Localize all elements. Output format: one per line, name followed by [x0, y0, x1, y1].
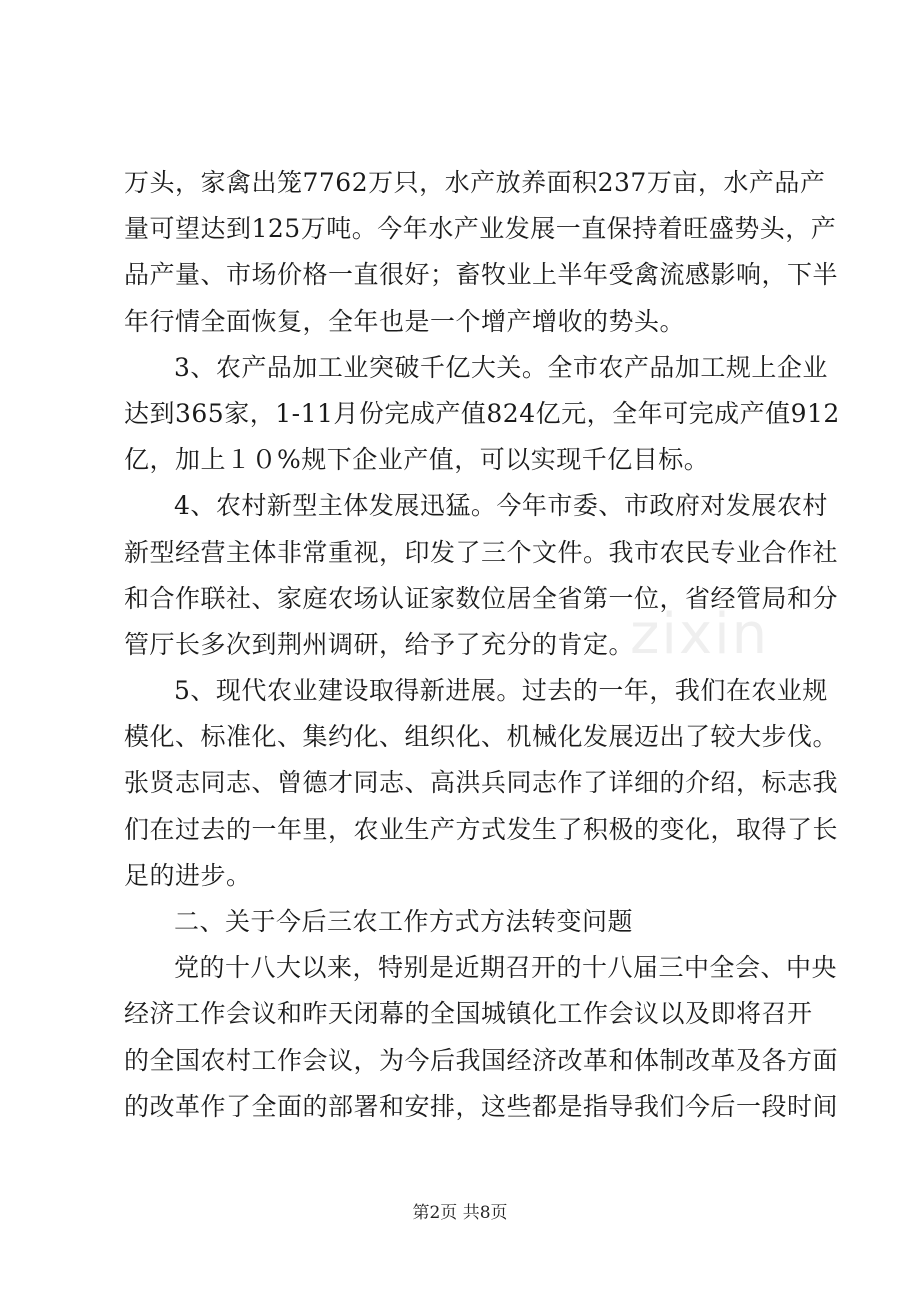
text-line: 们在过去的一年里，农业生产方式发生了积极的变化，取得了长 — [124, 814, 839, 844]
text-line: 年行情全面恢复，全年也是一个增产增收的势头。 — [124, 306, 686, 336]
text-line: 3、农产品加工业突破千亿大关。全市农产品加工规上企业 — [174, 352, 828, 382]
text-line: 足的进步。 — [124, 860, 252, 890]
text-line: 和合作联社、家庭农场认证家数位居全省第一位，省经管局和分 — [124, 583, 839, 613]
text-line: 达到365家，1-11月份完成产值824亿元，全年可完成产值912 — [124, 398, 840, 428]
text-line: 4、农村新型主体发展迅猛。今年市委、市政府对发展农村 — [174, 491, 828, 521]
text-line: 新型经营主体非常重视，印发了三个文件。我市农民专业合作社 — [124, 537, 839, 567]
text-line: 的改革作了全面的部署和安排，这些都是指导我们今后一段时间 — [124, 1091, 839, 1121]
watermark: zixin — [630, 602, 770, 667]
text-line: 万头，家禽出笼7762万只，水产放养面积237万亩，水产品产 — [124, 168, 826, 197]
page-footer: 第2页 共8页 — [412, 1203, 508, 1223]
text-line: 管厅长多次到荆州调研，给予了充分的肯定。 — [124, 629, 635, 659]
text-line: 量可望达到125万吨。今年水产业发展一直保持着旺盛势头，产 — [124, 214, 837, 244]
text-line: 品产量、市场价格一直很好；畜牧业上半年受禽流感影响，下半 — [124, 260, 839, 290]
text-line: 模化、标准化、集约化、组织化、机械化发展迈出了较大步伐。 — [124, 722, 839, 752]
text-line: 党的十八大以来，特别是近期召开的十八届三中全会、中央 — [174, 953, 838, 983]
text-line: 张贤志同志、曾德才同志、高洪兵同志作了详细的介绍，标志我 — [124, 768, 839, 798]
text-line: 经济工作会议和昨天闭幕的全国城镇化工作会议以及即将召开 — [124, 999, 813, 1029]
text-line: 亿，加上１０%规下企业产值，可以实现千亿目标。 — [124, 445, 710, 475]
text-line: 5、现代农业建设取得新进展。过去的一年，我们在农业规 — [174, 676, 828, 706]
text-line: 的全国农村工作会议，为今后我国经济改革和体制改革及各方面 — [124, 1045, 839, 1075]
text-line: 二、关于今后三农工作方式方法转变问题 — [174, 907, 634, 936]
